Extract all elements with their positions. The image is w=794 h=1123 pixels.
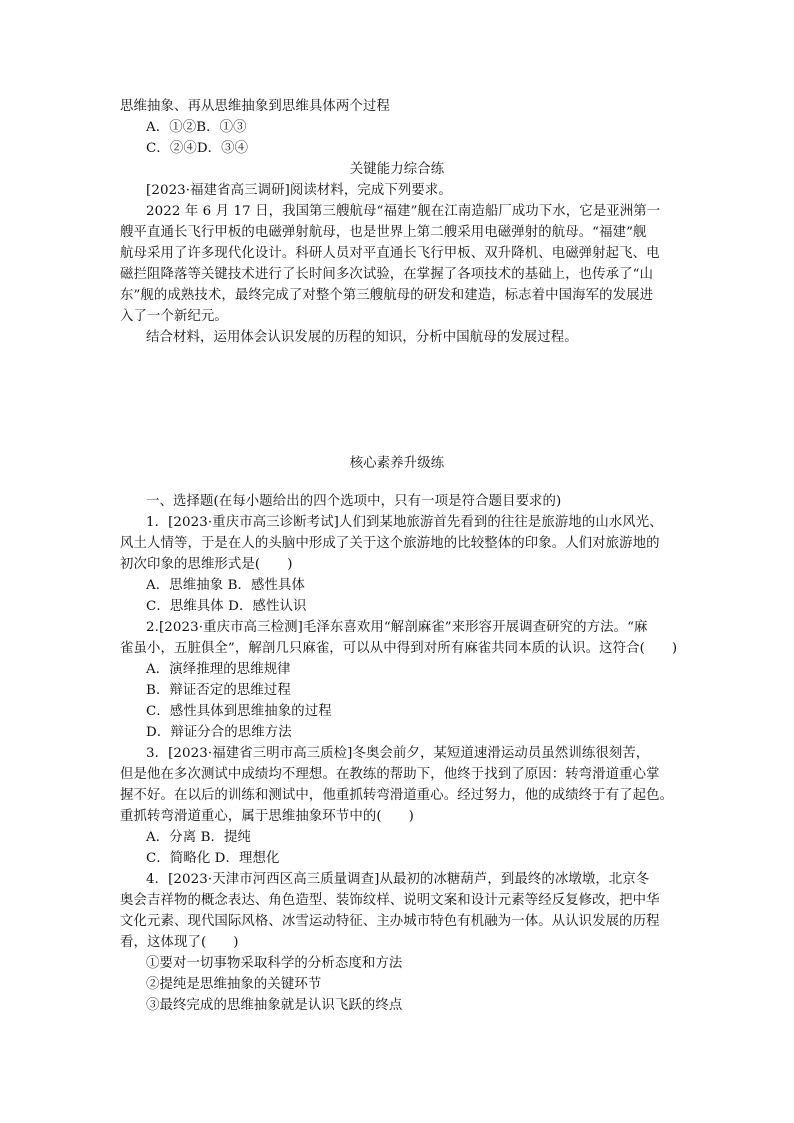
q1-option: A．思维抽象 B．感性具体	[146, 578, 305, 593]
q1-option: C．思维具体 D．感性认识	[146, 599, 307, 614]
option-ab: A．①②B．①③	[146, 120, 247, 135]
material-line: 艘平直通长飞行甲板的电磁弹射航母，也是世界上第二艘采用电磁弹射的航母。“福建”舰	[120, 225, 647, 240]
option-cd: C．②④D．③④	[146, 141, 249, 156]
material-line: 入了一个新纪元。	[120, 309, 228, 324]
material-source: [2023·福建省高三调研]阅读材料，完成下列要求。	[146, 183, 452, 198]
q4-line: 看，这体现了( )	[120, 935, 239, 950]
q4-line: 奥会吉祥物的概念表达、角色造型、装饰纹样、说明文案和设计元素等经反复修改，把中华	[120, 893, 660, 908]
q3-line: 重抓转弯滑道重心，属于思维抽象环节中的( )	[120, 809, 414, 824]
q1-line: 初次印象的思维形式是( )	[120, 557, 293, 572]
q4-line: 文化元素、现代国际风格、冰雪运动特征、主办城市特色有机融为一体。从认识发展的历程	[120, 914, 660, 929]
q2-option: B．辩证否定的思维过程	[146, 683, 291, 698]
q2-line: 雀虽小，五脏俱全”，解剖几只麻雀，可以从中得到对所有麻雀共同本质的认识。这符合( )	[120, 641, 678, 656]
q4-item: ③最终完成的思维抽象就是认识飞跃的终点	[146, 998, 403, 1013]
material-line: 航母采用了许多现代化设计。科研人员对平直通长飞行甲板、双升降机、电磁弹射起飞、电	[120, 246, 660, 261]
q3-line: 但是他在多次测试中成绩均不理想。在教练的帮助下，他终于找到了原因：转弯滑道重心掌	[120, 767, 660, 782]
q2-option: D．辩证分合的思维方法	[146, 725, 292, 740]
part-heading: 一、选择题(在每小题给出的四个选项中，只有一项是符合题目要求的)	[146, 494, 562, 509]
q3-option: C．简略化 D．理想化	[146, 851, 280, 866]
q4-item: ②提纯是思维抽象的关键环节	[146, 977, 322, 992]
q3-line: 3．[2023·福建省三明市高三质检]冬奥会前夕，某短道速滑运动员虽然训练很刻苦，	[146, 746, 650, 761]
q3-line: 握不好。在以后的训练和测试中，他重抓转弯滑道重心。经过努力，他的成绩终于有了起色。	[120, 788, 674, 803]
q2-line: 2.[2023·重庆市高三检测]毛泽东喜欢用“解剖麻雀”来形容开展调查研究的方法。“麻	[146, 620, 648, 635]
material-question: 结合材料，运用体会认识发展的历程的知识，分析中国航母的发展过程。	[146, 330, 578, 345]
material-line: 东”舰的成熟技术，最终完成了对整个第三艘航母的研发和建造，标志着中国海军的发展进	[120, 288, 654, 303]
q2-option: C．感性具体到思维抽象的过程	[146, 704, 332, 719]
q4-line: 4．[2023·天津市河西区高三质量调查]从最初的冰糖葫芦，到最终的冰墩墩，北京冬	[146, 872, 650, 887]
q3-option: A．分离 B．提纯	[146, 830, 252, 845]
q2-option: A．演绎推理的思维规律	[146, 662, 291, 677]
material-line: 磁拦阻降落等关键技术进行了长时间多次试验，在掌握了各项技术的基础上，也传承了“山	[120, 267, 654, 282]
material-line: 2022 年 6 月 17 日，我国第三艘航母“福建”舰在江南造船厂成功下水，它是亚洲第一	[146, 204, 661, 219]
q1-line: 1．[2023·重庆市高三诊断考试]人们到某地旅游首先看到的往往是旅游地的山水风光、	[146, 515, 663, 530]
section-title-core-literacy: 核心素养升级练	[349, 456, 445, 471]
section-title-key-ability: 关键能力综合练	[349, 162, 445, 177]
q1-line: 风土人情等，于是在人的头脑中形成了关于这个旅游地的比较整体的印象。人们对旅游地的	[120, 536, 660, 551]
q4-item: ①要对一切事物采取科学的分析态度和方法	[146, 956, 403, 971]
continuation-text: 思维抽象、再从思维抽象到思维具体两个过程	[120, 99, 390, 114]
